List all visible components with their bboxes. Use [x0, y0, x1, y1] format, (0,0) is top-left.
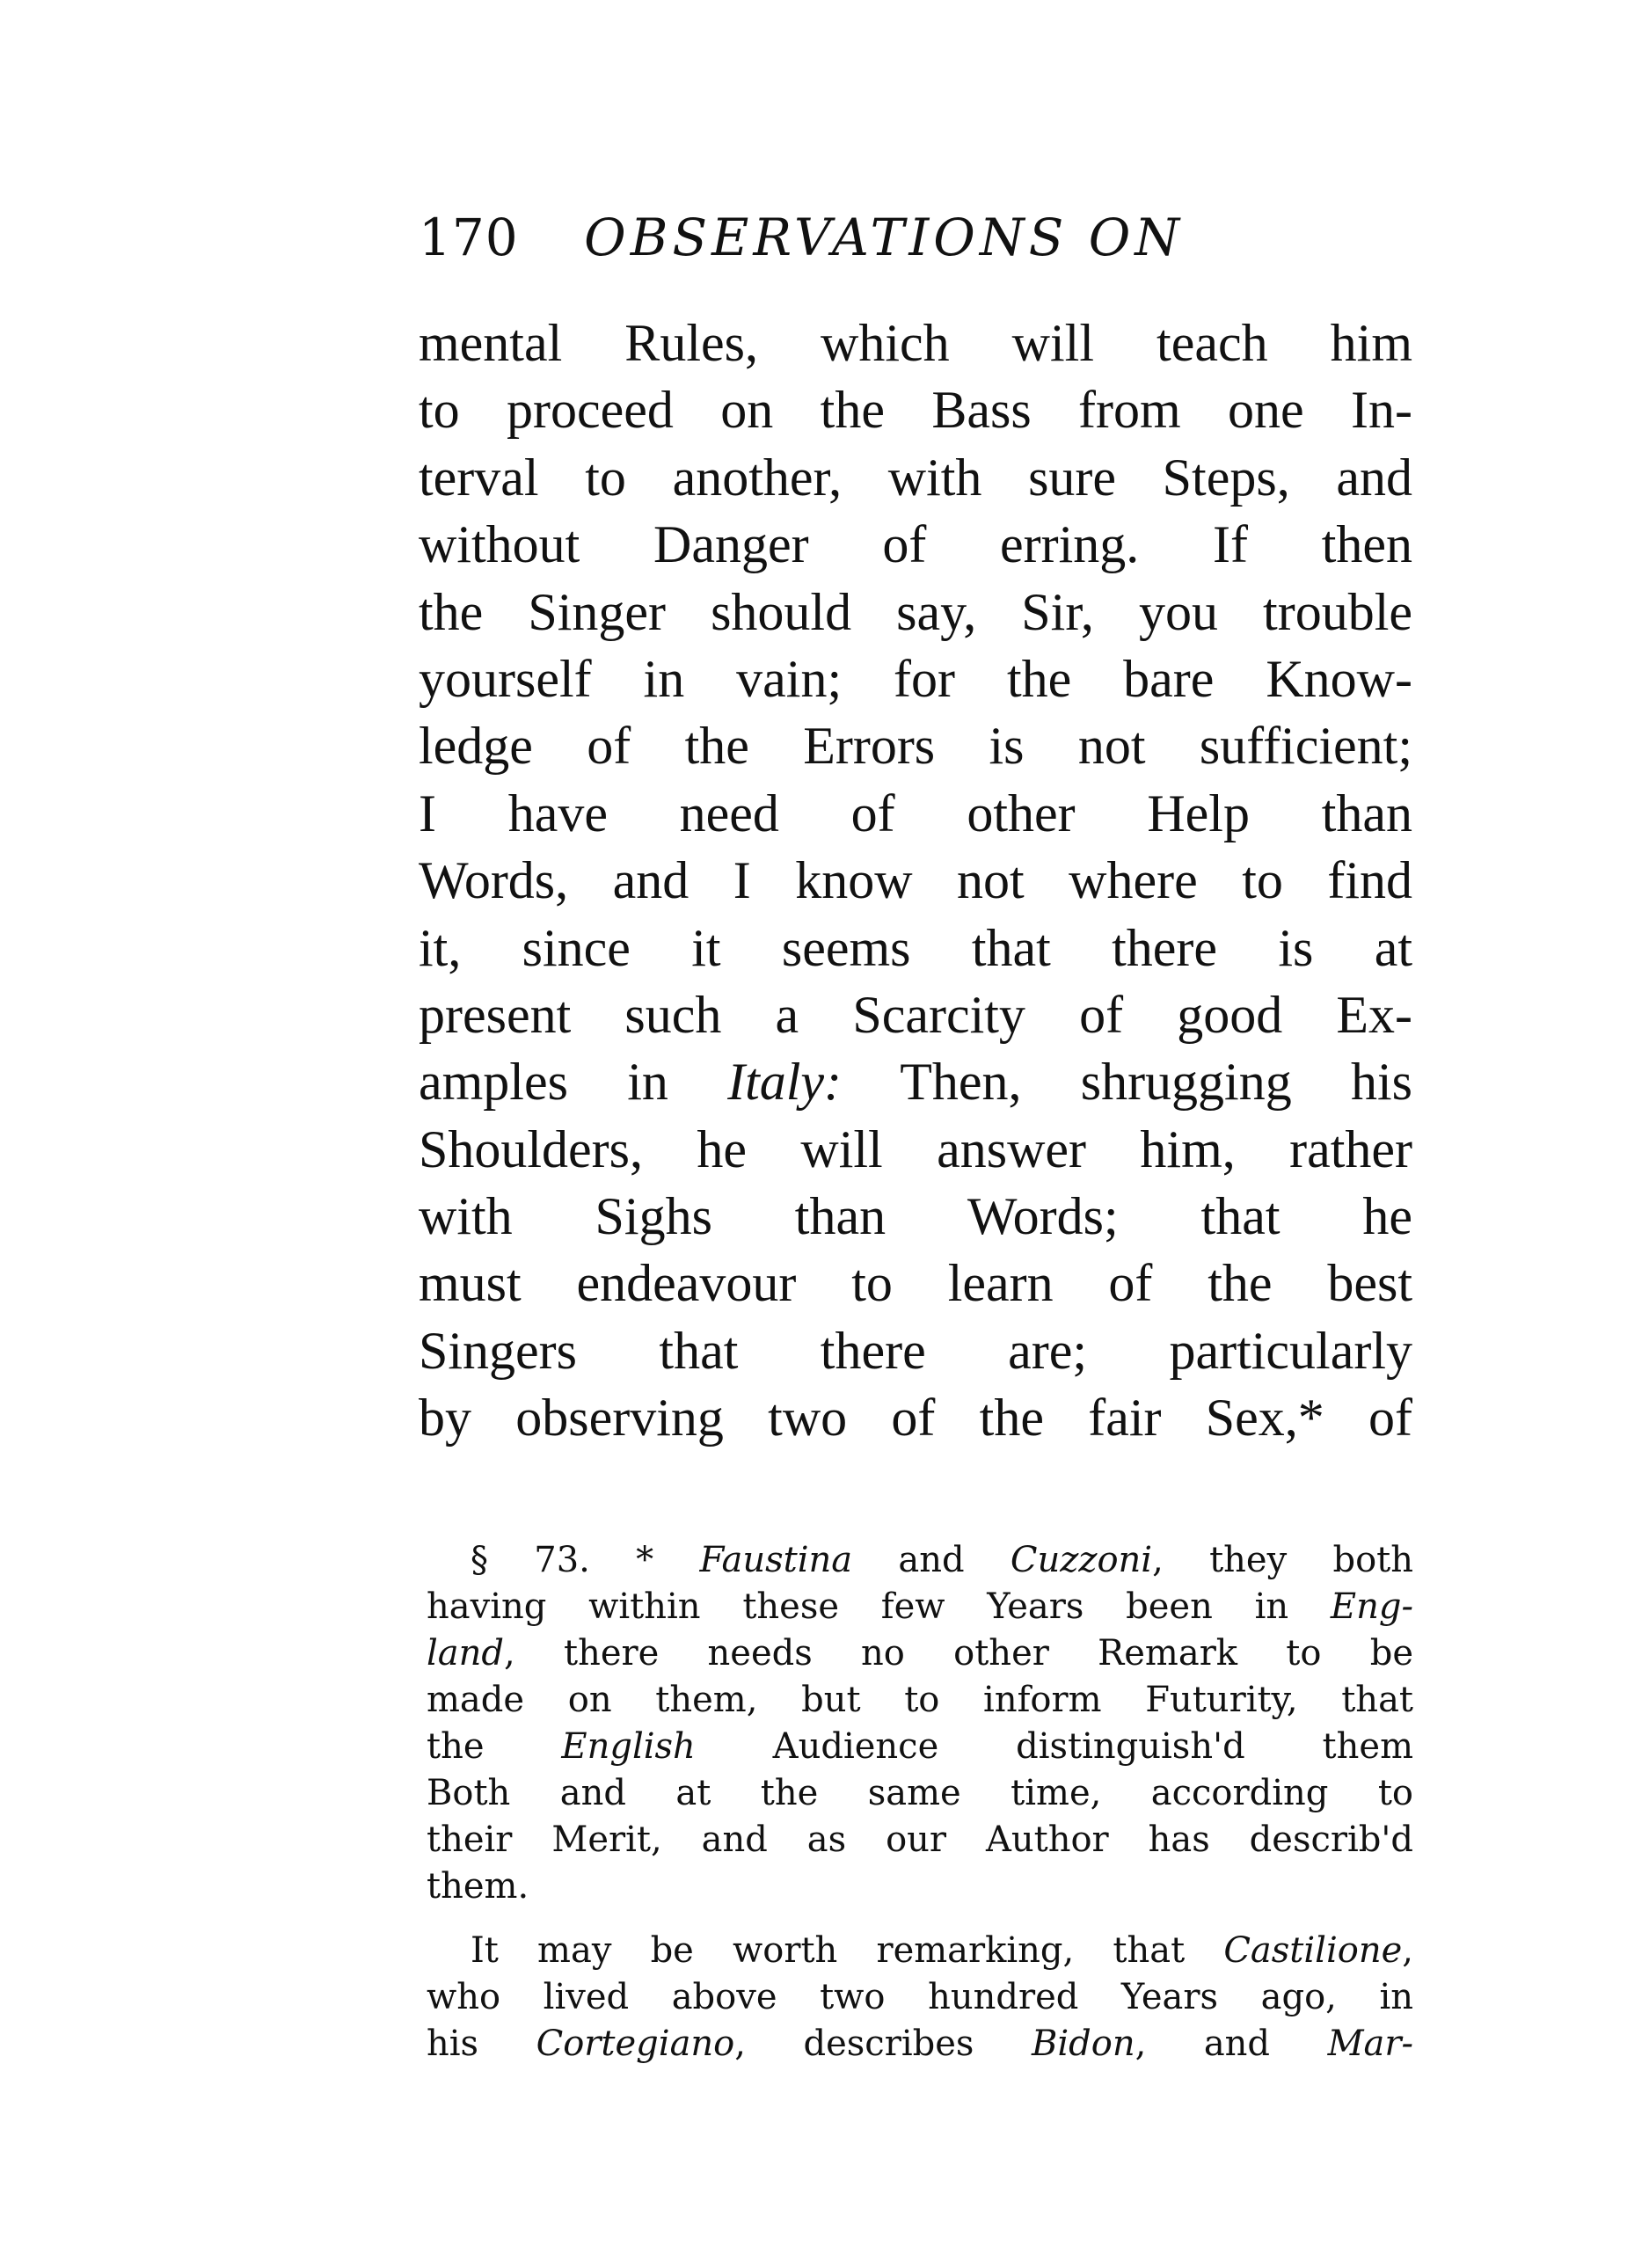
text-line: to proceed on the Bass from one In- — [419, 381, 1412, 440]
text-line: with Sighs than Words; that he — [419, 1187, 1412, 1246]
main-text — [419, 310, 1412, 1452]
text-line: Words, and I know not where to find — [419, 851, 1412, 910]
text-line: by observing two of the fair Sex,* of — [419, 1389, 1412, 1448]
text-line: without Danger of erring. If then — [419, 515, 1412, 574]
text-line: present such a Scarcity of good Ex- — [419, 985, 1412, 1044]
footnote-line: § 73. * Faustina and Cuzzoni, they both — [471, 1540, 1413, 1580]
text-line: I have need of other Help than — [419, 784, 1412, 842]
footnote-line: the English Audience distinguish'd them — [427, 1726, 1413, 1767]
footnote — [427, 1537, 1413, 2067]
footnote-line: land, there needs no other Remark to be — [427, 1633, 1413, 1674]
footnote-line: their Merit, and as our Author has describ'd — [427, 1820, 1413, 1860]
text-line: Singers that there are; particularly — [419, 1321, 1412, 1380]
footnote-line: them. — [427, 1866, 529, 1907]
text-line: terval to another, with sure Steps, and — [419, 448, 1412, 507]
text-line: Shoulders, he will answer him, rather — [419, 1119, 1412, 1178]
footnote-line: who lived above two hundred Years ago, in — [427, 1977, 1413, 2017]
text-line: ledge of the Errors is not sufficient; — [419, 717, 1412, 776]
text-line: yourself in vain; for the bare Know- — [419, 649, 1412, 708]
footnote-line: It may be worth remarking, that Castilione, — [471, 1930, 1413, 1971]
text-line: mental Rules, which will teach him — [419, 314, 1412, 372]
running-title: OBSERVATIONS ON — [584, 208, 1185, 267]
text-line: it, since it seems that there is at — [419, 918, 1412, 977]
text-line: must endeavour to learn of the best — [419, 1254, 1412, 1313]
text-line: the Singer should say, Sir, you trouble — [419, 582, 1412, 641]
italic-word: Italy: — [727, 1053, 843, 1112]
running-head — [419, 202, 1412, 273]
paragraph-gap — [427, 1910, 1413, 1928]
footnote-line: made on them, but to inform Futurity, that — [427, 1680, 1413, 1720]
text-line: amples in Italy: Then, shrugging his — [419, 1053, 1412, 1112]
footnote-line: having within these few Years been in Eng- — [427, 1586, 1413, 1627]
footnote-line: Both and at the same time, according to — [427, 1773, 1413, 1813]
footnote-line: his Cortegiano, describes Bidon, and Mar- — [427, 2024, 1414, 2064]
page-number: 170 — [419, 208, 519, 267]
